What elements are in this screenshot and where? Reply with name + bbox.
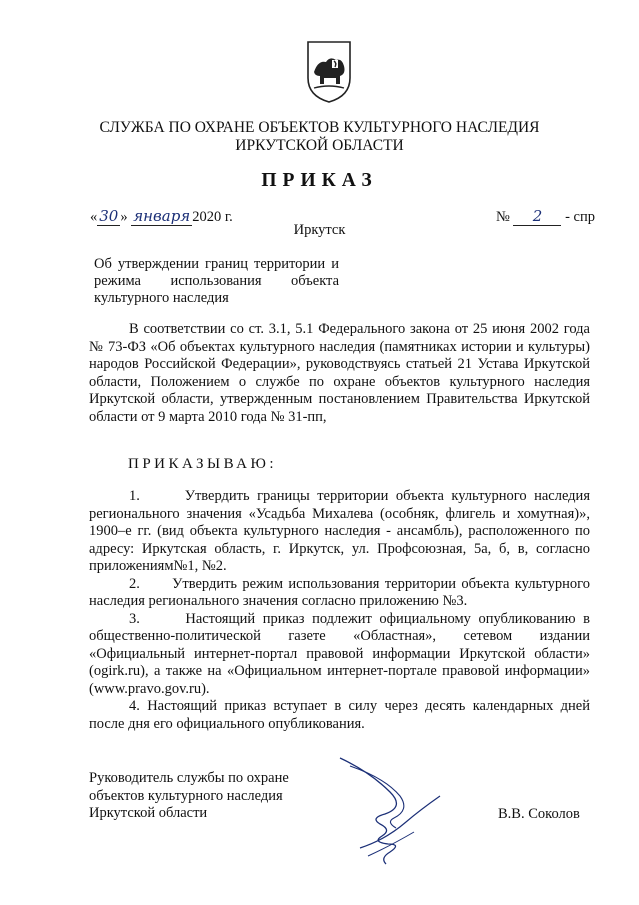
number-handwritten: 2 (513, 207, 561, 226)
document-subject: Об утверждении границ территории и режима использования объекта культурного наследия (94, 256, 339, 306)
number-suffix: - спр (565, 209, 595, 225)
order-item: 3. Настоящий приказ подлежит официальному опубликованию в общественно-политической газете «Областная», сетевом издании «Официальный интернет-портал правовой информации Иркутской области» (ogirk.ru), а также на «Официальном интернет-портале правовой информации» (www.pravo.gov.ru). (89, 610, 590, 697)
order-items (89, 488, 590, 733)
signatory-title (89, 770, 289, 823)
date-close-quote: » (120, 209, 128, 225)
handwritten-signature-icon (330, 752, 450, 872)
signatory-title-line2: объектов культурного наследия (89, 787, 283, 804)
signatory-name: В.В. Соколов (498, 806, 580, 822)
order-item: 4. Настоящий приказ вступает в силу через десять календарных дней после дня его официального опубликования. (89, 698, 590, 732)
date-day-handwritten: 30 (99, 207, 119, 225)
date-open-quote: « (90, 209, 98, 225)
order-item: 2. Утвердить режим использования территории объекта культурного наследия регионального значения согласно приложению №3. (89, 575, 590, 609)
signatory-title-line1: Руководитель службы по охране (89, 770, 289, 786)
org-name-line2: ИРКУТСКОЙ ОБЛАСТИ (235, 137, 404, 154)
coat-of-arms-icon (304, 38, 354, 104)
order-word: ПРИКАЗЫВАЮ: (128, 456, 278, 472)
document-type-title: ПРИКАЗ (261, 170, 378, 191)
number-prefix: № (496, 209, 510, 225)
date-month-handwritten: января (133, 207, 191, 225)
org-name-line1: СЛУЖБА ПО ОХРАНЕ ОБЪЕКТОВ КУЛЬТУРНОГО НАСЛЕДИЯ (99, 119, 540, 136)
date-year: 2020 г. (192, 209, 233, 225)
order-item: 1. Утвердить границы территории объекта культурного наследия регионального значения «Усадьба Михалева (особняк, флигель и хомутная)», 1900–е гг. (вид объекта культурного наследия - ансамбль), расположенного по адресу: Иркутская область, г. Иркутск, ул. Профсоюзная, 5а, б, в, согласно приложениям№1, №2. (89, 488, 590, 574)
preamble-paragraph: В соответствии со ст. 3.1, 5.1 Федерального закона от 25 июня 2002 года № 73-ФЗ «Об объектах культурного наследия (памятниках истории и культуры) народов Российской Федерации», руководствуясь статьей 21 Устава Иркутской области, Положением о службе по охране объектов культурного наследия Иркутской области, утвержденным постановлением Правительства Иркутской области от 9 марта 2010 года № 31-пп, (89, 321, 590, 425)
signatory-title-line3: Иркутской области (89, 805, 208, 821)
document-city: Иркутск (293, 222, 346, 238)
